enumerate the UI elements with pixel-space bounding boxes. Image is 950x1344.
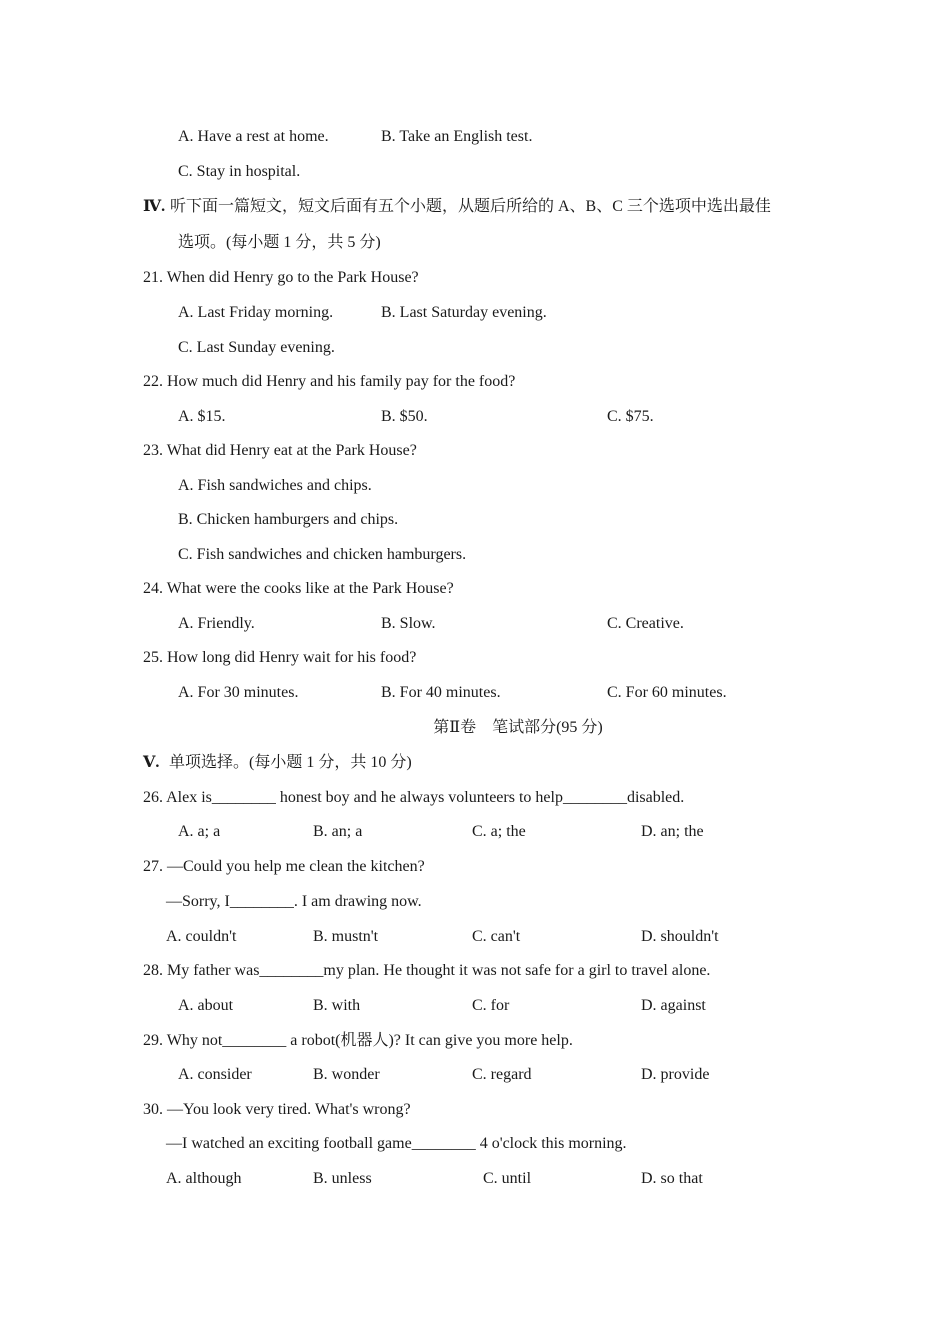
section-4-instruction: 听下面一篇短文，短文后面有五个小题，从题后所给的 A、B、C 三个选项中选出最佳	[170, 198, 771, 215]
question-27-reply: —Sorry, I________. I am drawing now.	[166, 893, 422, 910]
option-26-a: A. a; a	[178, 823, 221, 840]
option-25-b: B. For 40 minutes.	[381, 684, 501, 701]
section-5-instruction: 单项选择。(每小题 1 分，共 10 分)	[169, 754, 412, 771]
option-22-c: C. $75.	[607, 408, 654, 425]
section-5-label: Ⅴ.	[143, 754, 160, 771]
option-29-d: D. provide	[641, 1066, 710, 1083]
option-24-b: B. Slow.	[381, 615, 436, 632]
option-27-b: B. mustn't	[313, 928, 379, 945]
section-4-instruction-cont: 选项。(每小题 1 分，共 5 分)	[178, 234, 381, 251]
question-30-reply: —I watched an exciting football game________ 4 o'clock this morning.	[166, 1135, 627, 1152]
question-27-stem: 27. —Could you help me clean the kitchen?	[143, 858, 425, 875]
option-22-b: B. $50.	[381, 408, 428, 425]
option-28-a: A. about	[178, 997, 234, 1014]
option-26-d: D. an; the	[641, 823, 704, 840]
option-25-c: C. For 60 minutes.	[607, 684, 727, 701]
option-28-b: B. with	[313, 997, 361, 1014]
option-22-a: A. $15.	[178, 408, 226, 425]
option-29-c: C. regard	[472, 1066, 532, 1083]
option-27-a: A. couldn't	[166, 928, 237, 945]
option-28-c: C. for	[472, 997, 510, 1014]
question-23-stem: 23. What did Henry eat at the Park House?	[143, 442, 417, 459]
option-29-a: A. consider	[178, 1066, 252, 1083]
question-28-stem: 28. My father was________my plan. He thought it was not safe for a girl to travel alone.	[143, 962, 711, 979]
option-27-d: D. shouldn't	[641, 928, 719, 945]
option-28-d: D. against	[641, 997, 706, 1014]
option-23-c: C. Fish sandwiches and chicken hamburgers.	[178, 546, 467, 563]
question-21-stem: 21. When did Henry go to the Park House?	[143, 269, 419, 286]
option-24-c: C. Creative.	[607, 615, 684, 632]
option-29-b: B. wonder	[313, 1066, 380, 1083]
option-24-a: A. Friendly.	[178, 615, 255, 632]
question-30-stem: 30. —You look very tired. What's wrong?	[143, 1101, 411, 1118]
option-23-b: B. Chicken hamburgers and chips.	[178, 511, 399, 528]
option-20-a: A. Have a rest at home.	[178, 128, 329, 145]
question-22-stem: 22. How much did Henry and his family pay for the food?	[143, 373, 516, 390]
option-27-c: C. can't	[472, 928, 521, 945]
question-29-stem: 29. Why not________ a robot(机器人)? It can give you more help.	[143, 1032, 573, 1049]
option-25-a: A. For 30 minutes.	[178, 684, 299, 701]
option-26-c: C. a; the	[472, 823, 526, 840]
section-4-label: Ⅳ.	[143, 198, 166, 215]
option-30-a: A. although	[166, 1170, 242, 1187]
option-30-b: B. unless	[313, 1170, 372, 1187]
option-26-b: B. an; a	[313, 823, 363, 840]
option-30-c: C. until	[483, 1170, 532, 1187]
option-21-c: C. Last Sunday evening.	[178, 339, 335, 356]
option-21-b: B. Last Saturday evening.	[381, 304, 547, 321]
part-2-title: 第Ⅱ卷 笔试部分(95 分)	[433, 719, 603, 736]
question-24-stem: 24. What were the cooks like at the Park House?	[143, 580, 454, 597]
option-23-a: A. Fish sandwiches and chips.	[178, 477, 372, 494]
question-25-stem: 25. How long did Henry wait for his food?	[143, 649, 417, 666]
question-26-stem: 26. Alex is________ honest boy and he always volunteers to help________disabled.	[143, 789, 685, 806]
option-30-d: D. so that	[641, 1170, 703, 1187]
option-20-c: C. Stay in hospital.	[178, 163, 301, 180]
option-20-b: B. Take an English test.	[381, 128, 533, 145]
option-21-a: A. Last Friday morning.	[178, 304, 334, 321]
